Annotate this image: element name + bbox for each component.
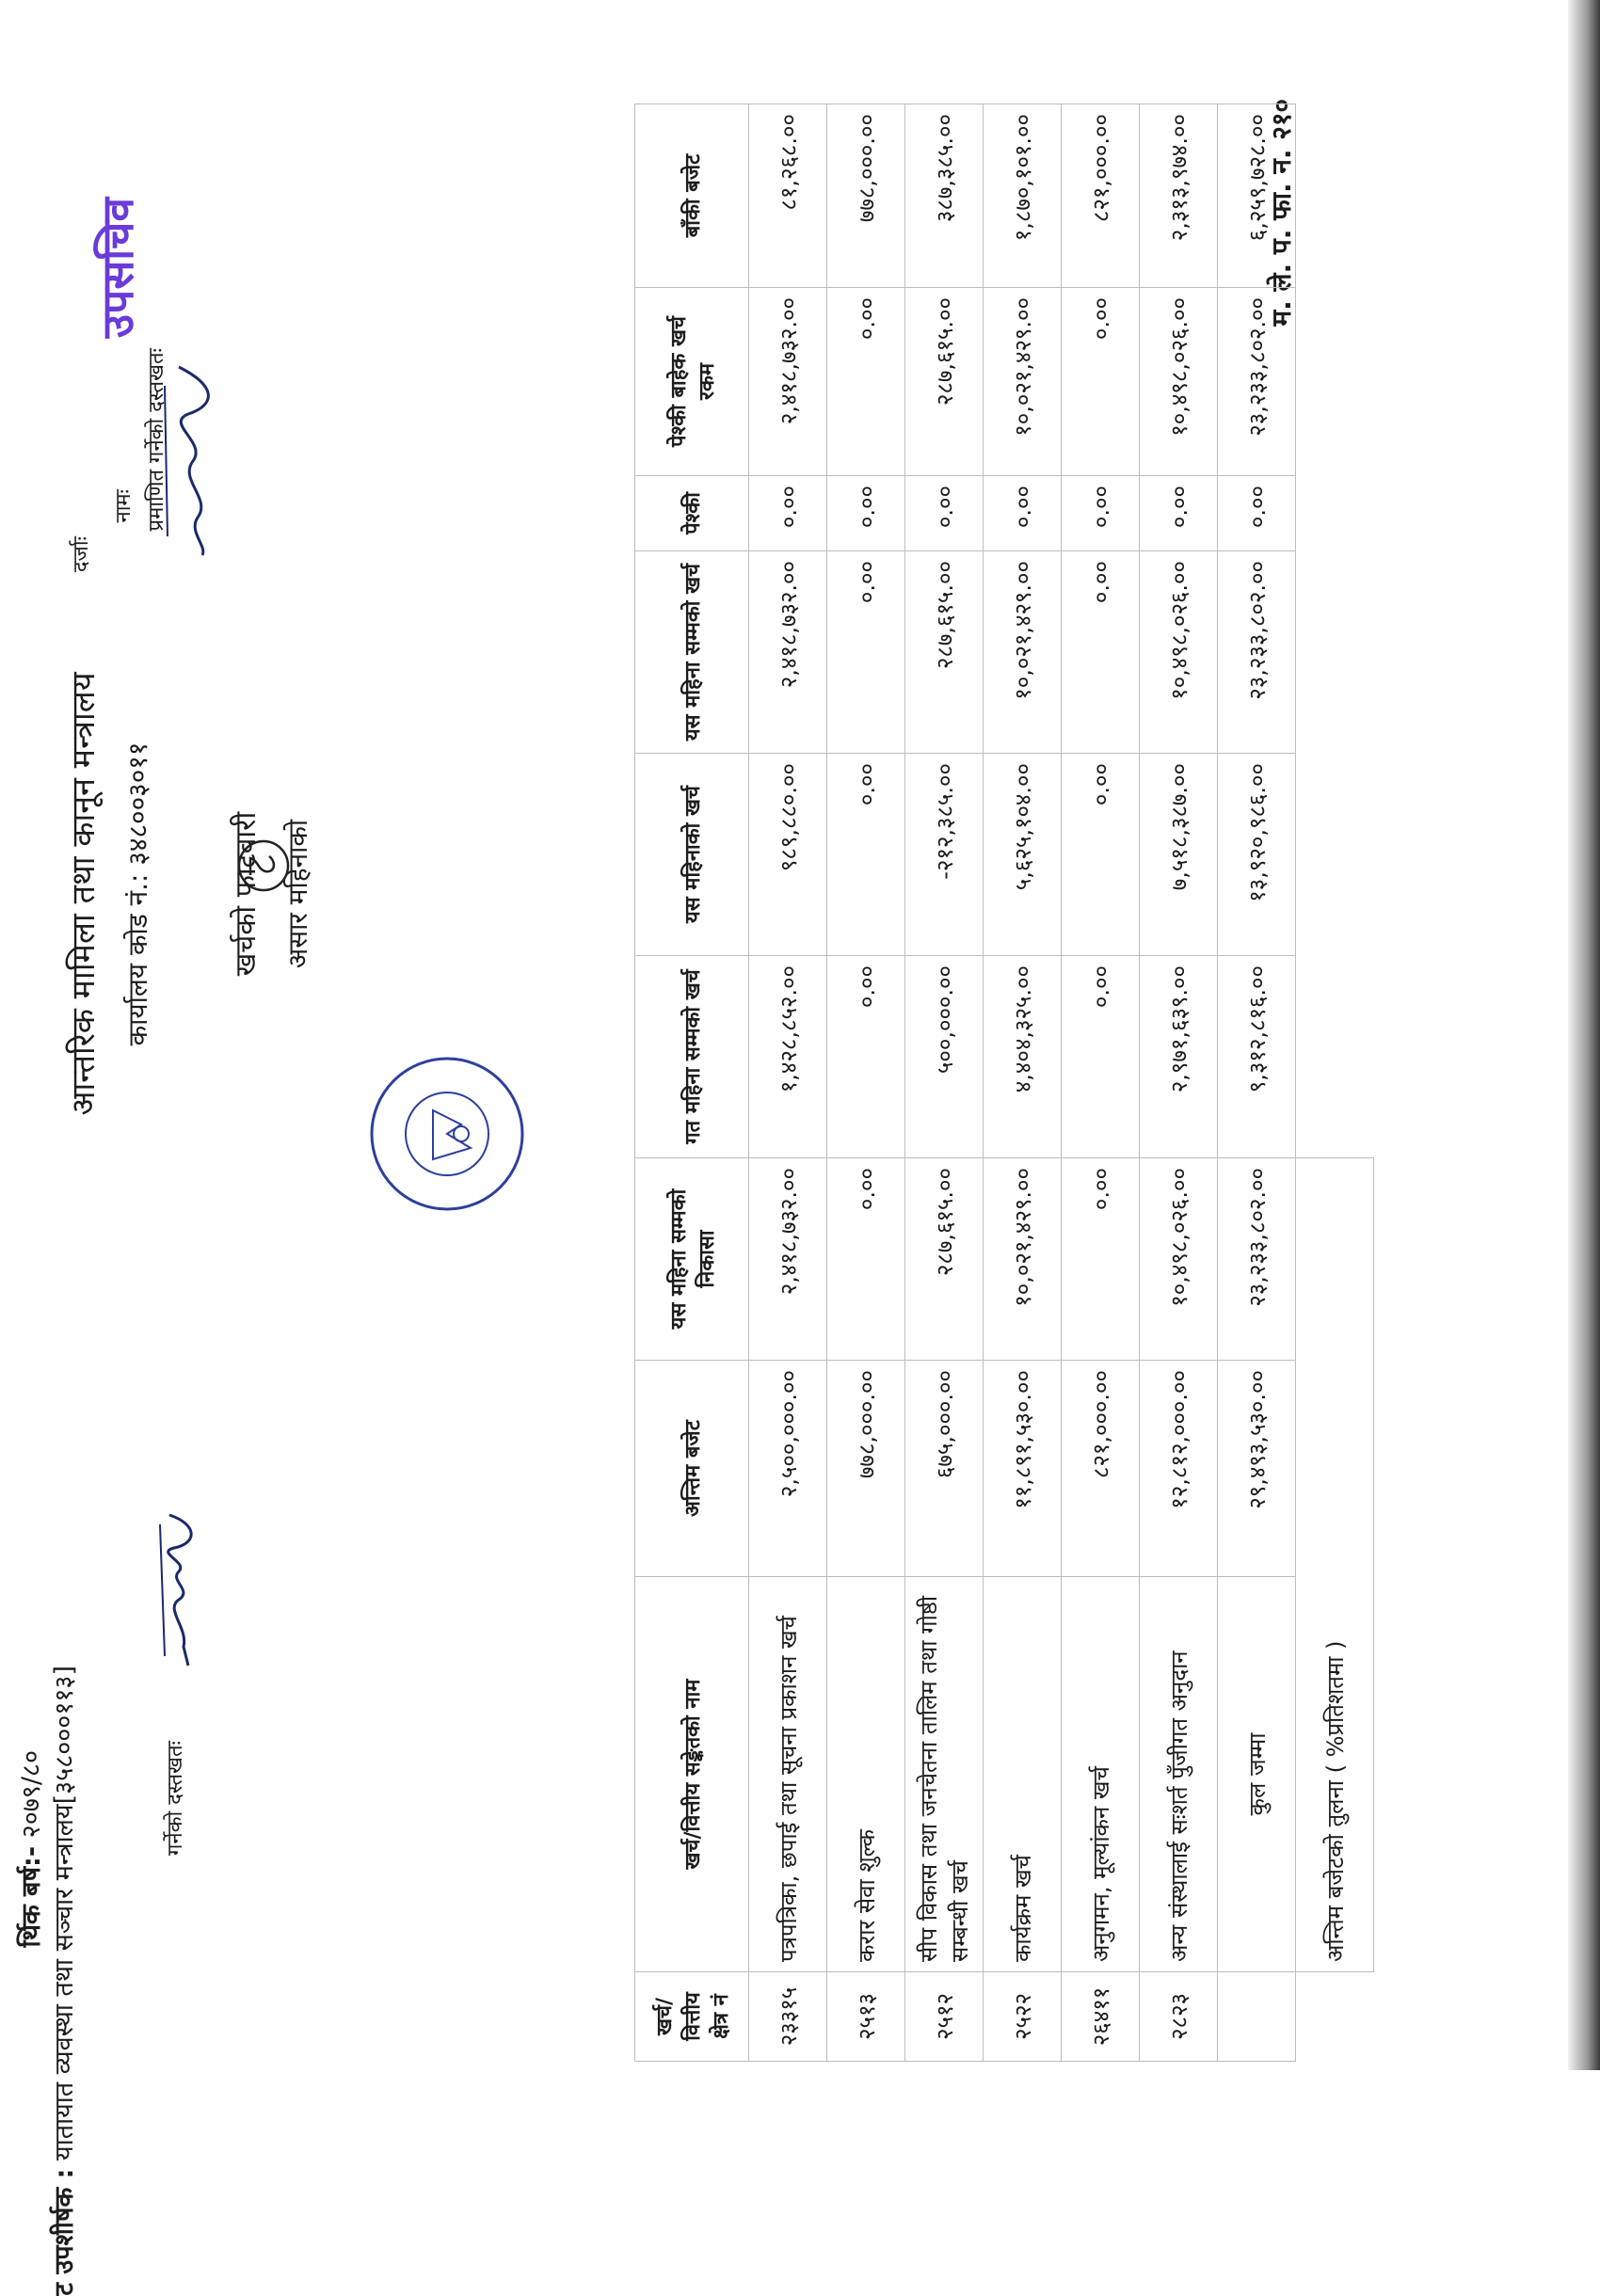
- net-expense: १०,४९८,०२६.००: [1140, 288, 1218, 476]
- expense-name: पत्रपत्रिका, छपाई तथा सूचना प्रकाशन खर्च: [749, 1577, 827, 1972]
- ministry-name: आन्तरिक मामिला तथा कानून मन्त्रालय: [65, 672, 103, 1116]
- till-month-expense: १०,४९८,०२६.००: [1140, 551, 1218, 754]
- comparison-note: अन्तिम बजेटको तुलना ( %प्रतिशतमा ): [1296, 1158, 1374, 1972]
- advance-amount: ०.००: [1062, 476, 1140, 551]
- final-budget: २,५००,०००.००: [749, 1361, 827, 1577]
- expense-name: करार सेवा शुल्क: [827, 1577, 905, 1972]
- total-final-budget: २९,४९३,५३०.००: [1218, 1361, 1296, 1577]
- total-net-expense: २३,२३३,८०२.००: [1218, 288, 1296, 476]
- till-month-expense: २,४१८,७३२.००: [749, 551, 827, 754]
- column-header: बाँकी बजेट: [635, 104, 749, 288]
- this-month-expense: ५,६२५,१०४.००: [984, 754, 1062, 956]
- net-expense: २८७,६१५.००: [905, 288, 984, 476]
- preparer-signature-icon: [151, 1506, 207, 1675]
- previous-expense: २,९७१,६३९.००: [1140, 956, 1218, 1158]
- fiscal-year: [12, 1750, 47, 1947]
- total-previous-expense: ९,३१२,८१६.००: [1218, 956, 1296, 1158]
- total-till-month-expense: २३,२३३,८०२.००: [1218, 551, 1296, 754]
- expense-table: [634, 104, 1374, 2062]
- previous-expense: ४,४०४,३२५.००: [984, 956, 1062, 1158]
- comparison-row: [1296, 104, 1374, 2062]
- column-header: गत महिना सम्मको खर्च: [635, 956, 749, 1158]
- table-header-row: [635, 104, 749, 2062]
- till-month-expense: ०.००: [1062, 551, 1140, 754]
- this-month-expense: ०.००: [1062, 754, 1140, 956]
- final-budget: ८२१,०००.००: [1062, 1361, 1140, 1577]
- balance-budget: ७७८,०००.००: [827, 104, 905, 288]
- expense-code: २५१३: [827, 1972, 905, 2062]
- total-balance: ६,२५९,७२८.००: [1218, 104, 1296, 288]
- total-code-cell: [1218, 1972, 1296, 2062]
- this-month-expense: ९८९,८८०.००: [749, 754, 827, 956]
- balance-budget: ८१,२६८.००: [749, 104, 827, 288]
- subhead-label: ट उपशीर्षक :: [50, 2168, 79, 2296]
- expense-code: २३३१५: [749, 1972, 827, 2062]
- expense-name: अन्य संस्थालाई सःशर्त पुँजीगत अनुदान: [1140, 1577, 1218, 1972]
- fiscal-year-label: र्थिक बर्ष:-: [17, 1845, 46, 1948]
- balance-budget: २,३१३,९७४.००: [1140, 104, 1218, 288]
- total-row: [1218, 104, 1296, 2062]
- previous-expense: ०.००: [827, 956, 905, 1158]
- previous-expense: ०.००: [1062, 956, 1140, 1158]
- comparison-empty-cell: [1296, 104, 1374, 1158]
- net-expense: ०.००: [1062, 288, 1140, 476]
- approver-post-label: दर्जाः: [70, 536, 93, 573]
- office-code: कार्यालय कोड नं.: ३४८००३०११: [122, 741, 153, 1046]
- handwritten-page-number-icon: [235, 837, 292, 894]
- release-amount: १०,४९८,०२६.००: [1140, 1158, 1218, 1361]
- column-header: पेश्की बाहेक खर्च रकम: [635, 288, 749, 476]
- budget-subhead: [45, 1666, 80, 2296]
- table-row: [1140, 104, 1218, 2062]
- expense-name: कार्यक्रम खर्च: [984, 1577, 1062, 1972]
- approver-name-label: नामः: [112, 489, 136, 523]
- report-month: असार महिनाको: [282, 819, 313, 969]
- expense-name: अनुगमन, मूल्यांकन खर्च: [1062, 1577, 1140, 1972]
- designation-stamp: उपसचिव: [92, 198, 143, 339]
- comparison-blank-cell: [1296, 1972, 1374, 2062]
- table-row: [984, 104, 1062, 2062]
- final-budget: ११,८९१,५३०.००: [984, 1361, 1062, 1577]
- expense-name: सीप विकास तथा जनचेतना तालिम तथा गोष्ठी सम्बन्धी खर्च: [905, 1577, 984, 1972]
- table-row: [1062, 104, 1140, 2062]
- column-header: यस महिना सम्मको खर्च: [635, 551, 749, 754]
- final-budget: ६७५,०००.००: [905, 1361, 984, 1577]
- balance-budget: ३८७,३८५.००: [905, 104, 984, 288]
- final-budget: १२,८१२,०००.००: [1140, 1361, 1218, 1577]
- form-number: म. ले. प. फा. न. २१०: [1266, 99, 1297, 327]
- column-header: खर्च/ वित्तीय क्षेत्र नं: [635, 1972, 749, 2062]
- column-header: खर्च/वित्तीय सङ्केतको नाम: [635, 1577, 749, 1972]
- release-amount: २८७,६१५.००: [905, 1158, 984, 1361]
- expense-code: २८२३: [1140, 1972, 1218, 2062]
- total-label: कुल जम्मा: [1218, 1577, 1296, 1972]
- advance-amount: ०.००: [984, 476, 1062, 551]
- total-release: २३,२३३,८०२.००: [1218, 1158, 1296, 1361]
- release-amount: २,४१८,७३२.००: [749, 1158, 827, 1361]
- expense-code: २५२२: [984, 1972, 1062, 2062]
- column-header: पेश्की: [635, 476, 749, 551]
- column-header: यस महिनाको खर्च: [635, 754, 749, 956]
- net-expense: १०,०२१,४२९.००: [984, 288, 1062, 476]
- net-expense: २,४१८,७३२.००: [749, 288, 827, 476]
- table-row: [749, 104, 827, 2062]
- release-amount: ०.००: [827, 1158, 905, 1361]
- advance-amount: ०.००: [827, 476, 905, 551]
- preparer-signature-label: गर्नेको दस्तखतः: [164, 1741, 187, 1856]
- balance-budget: ८२१,०००.००: [1062, 104, 1140, 288]
- previous-expense: १,४२८,८५२.००: [749, 956, 827, 1158]
- till-month-expense: ०.००: [827, 551, 905, 754]
- table-row: [827, 104, 905, 2062]
- release-amount: १०,०२१,४२९.००: [984, 1158, 1062, 1361]
- table-row: [905, 104, 984, 2062]
- previous-expense: ५००,०००.००: [905, 956, 984, 1158]
- fiscal-year-value: २०७९/८०: [17, 1750, 46, 1839]
- final-budget: ७७८,०००.००: [827, 1361, 905, 1577]
- this-month-expense: ७,५१८,३८७.००: [1140, 754, 1218, 956]
- advance-amount: ०.००: [1140, 476, 1218, 551]
- balance-budget: १,८७०,१०१.००: [984, 104, 1062, 288]
- report-title: खर्चको फाटवारी: [230, 811, 263, 977]
- till-month-expense: २८७,६१५.००: [905, 551, 984, 754]
- till-month-expense: १०,०२१,४२९.००: [984, 551, 1062, 754]
- advance-amount: ०.००: [749, 476, 827, 551]
- this-month-expense: ०.००: [827, 754, 905, 956]
- total-this-month-expense: १३,९२०,९८६.००: [1218, 754, 1296, 956]
- this-month-expense: -२१२,३८५.००: [905, 754, 984, 956]
- net-expense: ०.००: [827, 288, 905, 476]
- office-seal-icon: [367, 1054, 527, 1214]
- total-advance: ०.००: [1218, 476, 1296, 551]
- column-header: यस महिना सम्मको निकासा: [635, 1158, 749, 1361]
- subhead-value: यातायात व्यवस्था तथा सञ्चार मन्त्रालय[३५८०००११३]: [50, 1666, 79, 2160]
- approver-signature-label: प्रमाणित गर्नेको दस्तखतः: [145, 348, 168, 532]
- expense-code: २५१२: [905, 1972, 984, 2062]
- release-amount: ०.००: [1062, 1158, 1140, 1361]
- expense-code: २६४११: [1062, 1972, 1140, 2062]
- column-header: अन्तिम बजेट: [635, 1361, 749, 1577]
- advance-amount: ०.००: [905, 476, 984, 551]
